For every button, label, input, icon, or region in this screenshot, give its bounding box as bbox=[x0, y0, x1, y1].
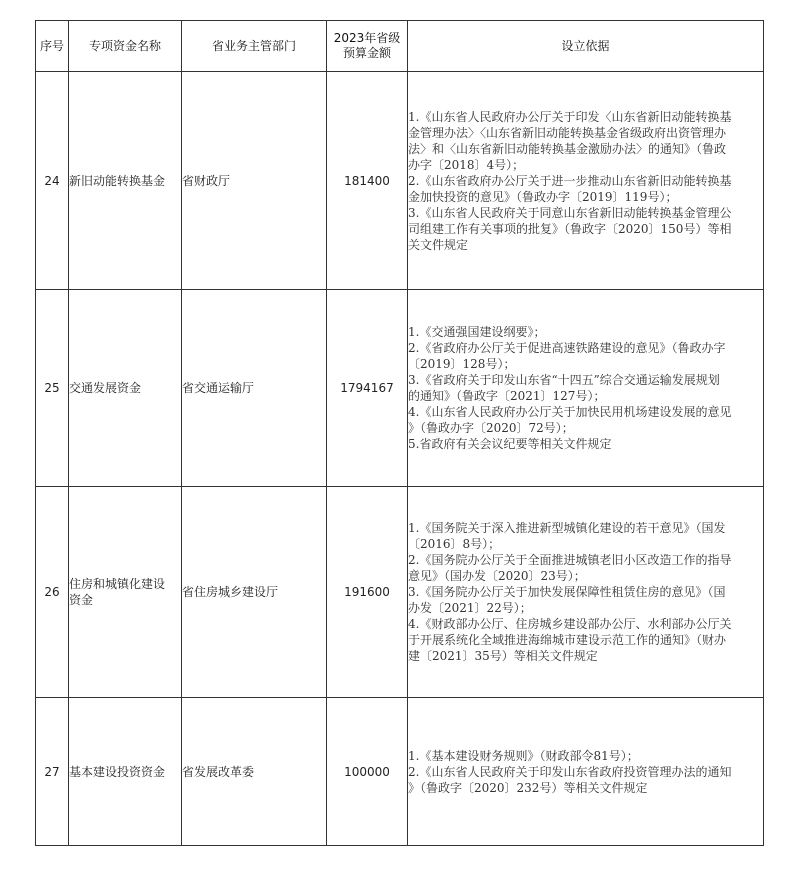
row-fund-name: 新旧动能转换基金 bbox=[69, 72, 182, 290]
row-fund-name bbox=[69, 487, 182, 698]
row-fund-name: 交通发展资金 bbox=[69, 290, 182, 487]
basis-line: 1.《山东省人民政府办公厅关于印发〈山东省新旧动能转换基 bbox=[408, 109, 732, 124]
basis-line: 金加快投资的意见》（鲁政办字〔2019〕119号）； bbox=[408, 189, 678, 204]
row-budget-amount: 181400 bbox=[327, 72, 408, 290]
row-budget-amount: 191600 bbox=[327, 487, 408, 698]
header-budget-amount bbox=[327, 21, 408, 72]
table-row bbox=[36, 487, 764, 698]
row-seq: 27 bbox=[36, 698, 69, 846]
fund-name-line: 资金 bbox=[69, 593, 94, 607]
table-row bbox=[36, 698, 764, 846]
basis-line: 建〔2021〕35号）等相关文件规定 bbox=[408, 649, 598, 663]
basis-line: 3.《山东省人民政府关于同意山东省新旧动能转换基金管理公 bbox=[408, 205, 732, 220]
basis-line: 3.《国务院办公厅关于加快发展保障性租赁住房的意见》（国 bbox=[408, 585, 726, 599]
basis-line: 3.《省政府关于印发山东省“十四五”综合交通运输发展规划 bbox=[408, 373, 720, 387]
basis-line: 的通知》（鲁政字〔2021〕127号）； bbox=[408, 389, 606, 403]
basis-line: 4.《山东省人民政府办公厅关于加快民用机场建设发展的意见 bbox=[408, 405, 732, 419]
basis-line: 办发〔2021〕22号）； bbox=[408, 601, 532, 615]
table-header-row bbox=[36, 21, 764, 72]
basis-line: 〔2019〕128号）； bbox=[408, 357, 516, 371]
row-basis bbox=[408, 487, 764, 698]
row-department: 省发展改革委 bbox=[182, 698, 327, 846]
row-basis bbox=[408, 290, 764, 487]
basis-line: 4.《财政部办公厅、住房城乡建设部办公厅、水利部办公厅关 bbox=[408, 617, 732, 631]
row-budget-amount: 1794167 bbox=[327, 290, 408, 487]
table-row bbox=[36, 290, 764, 487]
header-budget-amount-line1: 2023年省级 bbox=[333, 31, 401, 45]
row-budget-amount: 100000 bbox=[327, 698, 408, 846]
row-seq: 26 bbox=[36, 487, 69, 698]
header-fund-name: 专项资金名称 bbox=[69, 21, 182, 72]
basis-line: 法〉和〈山东省新旧动能转换基金激励办法〉的通知》（鲁政 bbox=[408, 141, 727, 156]
basis-line: 1.《基本建设财务规则》（财政部令81号）； bbox=[408, 748, 639, 763]
basis-line: 金管理办法〉〈山东省新旧动能转换基金省级政府出资管理办 bbox=[408, 125, 727, 140]
basis-line: 2.《省政府办公厅关于促进高速铁路建设的意见》（鲁政办字 bbox=[408, 341, 726, 355]
basis-line: 关文件规定 bbox=[408, 237, 469, 252]
basis-line: 5.省政府有关会议纪要等相关文件规定 bbox=[408, 437, 612, 451]
basis-line: 意见》（国办发〔2020〕23号）； bbox=[408, 569, 586, 583]
basis-line: 》（鲁政办字〔2020〕72号）； bbox=[408, 421, 574, 435]
header-basis: 设立依据 bbox=[408, 21, 764, 72]
basis-line: 2.《国务院办公厅关于全面推进城镇老旧小区改造工作的指导 bbox=[408, 553, 732, 567]
basis-line: 办字〔2018〕4号）； bbox=[408, 157, 525, 172]
basis-line: 〔2016〕8号）； bbox=[408, 537, 501, 551]
row-basis bbox=[408, 698, 764, 846]
special-fund-table bbox=[35, 20, 764, 846]
header-department: 省业务主管部门 bbox=[182, 21, 327, 72]
basis-line: 于开展系统化全域推进海绵城市建设示范工作的通知》（财办 bbox=[408, 633, 727, 647]
header-budget-amount-line2: 预算金额 bbox=[342, 46, 391, 60]
fund-name-line: 住房和城镇化建设 bbox=[69, 577, 166, 591]
row-department: 省财政厅 bbox=[182, 72, 327, 290]
basis-line: 2.《山东省人民政府关于印发山东省政府投资管理办法的通知 bbox=[408, 764, 732, 779]
row-department: 省交通运输厅 bbox=[182, 290, 327, 487]
basis-line: 1.《交通强国建设纲要》； bbox=[408, 325, 546, 339]
row-seq: 25 bbox=[36, 290, 69, 487]
row-fund-name: 基本建设投资资金 bbox=[69, 698, 182, 846]
table-row bbox=[36, 72, 764, 290]
basis-line: 1.《国务院关于深入推进新型城镇化建设的若干意见》（国发 bbox=[408, 521, 726, 535]
basis-line: 》（鲁政字〔2020〕232号）等相关文件规定 bbox=[408, 780, 648, 795]
basis-line: 2.《山东省政府办公厅关于进一步推动山东省新旧动能转换基 bbox=[408, 173, 732, 188]
basis-line: 司组建工作有关事项的批复》（鲁政字〔2020〕150号）等相 bbox=[408, 221, 732, 236]
row-seq: 24 bbox=[36, 72, 69, 290]
header-seq: 序号 bbox=[36, 21, 69, 72]
row-basis bbox=[408, 72, 764, 290]
row-department: 省住房城乡建设厅 bbox=[182, 487, 327, 698]
